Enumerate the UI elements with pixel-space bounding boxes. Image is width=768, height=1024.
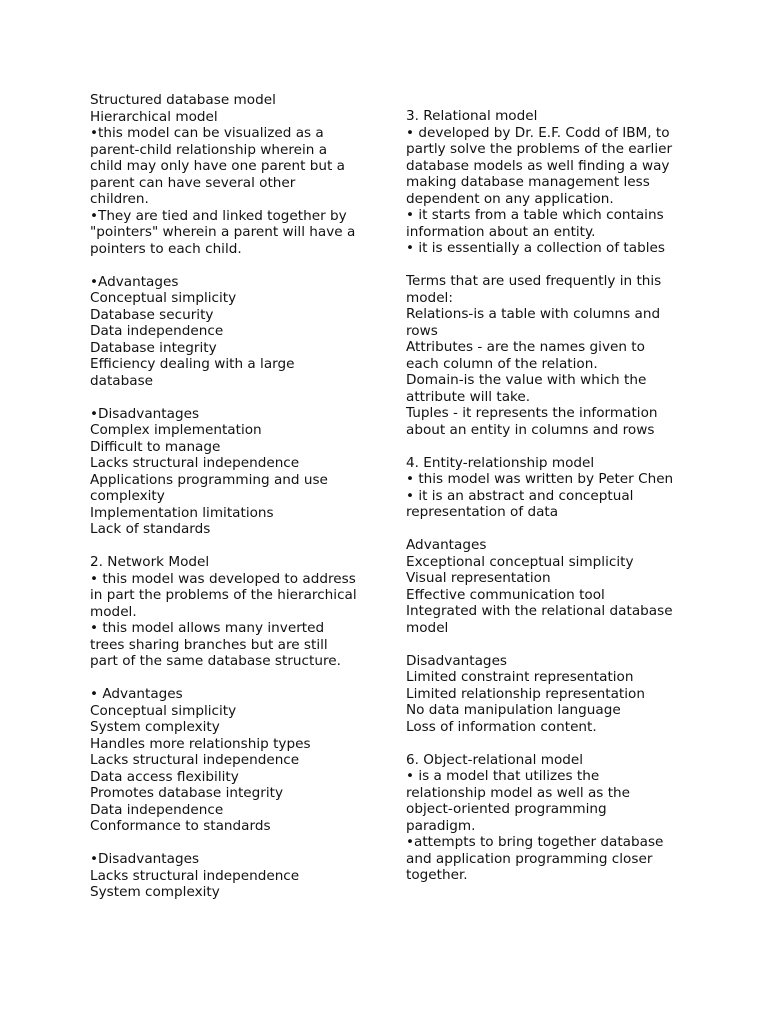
text-line: paradigm. [406,817,476,834]
text-line: parent-child relationship wherein a [90,141,328,158]
list-item: Complex implementation [90,422,262,438]
disadvantages-heading: Disadvantages [406,652,508,669]
list-item: Database security [90,306,214,323]
text-line: Terms that are used frequently in this [406,273,662,289]
section-heading: 6. Object-relational model [406,751,584,768]
text-line: • it is essentially a collection of tables [406,240,665,256]
disadvantages-heading: •Disadvantages [90,405,200,422]
section-object-relational [406,752,696,884]
list-item: No data manipulation language [406,702,621,718]
text-line: parent can have several other [90,174,296,191]
text-line: •this model can be visualized as a [90,125,324,141]
text-line: making database management less [406,174,650,190]
blank-line [90,538,380,555]
text-line: child may only have one parent but a [90,158,346,174]
advantages-heading: •Advantages [90,273,179,290]
list-item: System complexity [90,719,220,735]
list-item: Handles more relationship types [90,735,311,752]
list-item: Lack of standards [90,521,211,537]
text-line: • this model was written by Peter Chen [406,471,674,487]
list-item: Visual representation [406,570,551,586]
text-line: • it starts from a table which contains [406,207,664,223]
text-line: model. [90,603,137,620]
list-item: Promotes database integrity [90,785,284,801]
text-line: part of the same database structure. [90,653,341,669]
text-line: • developed by Dr. E.F. Codd of IBM, to [406,124,670,141]
advantages-heading: Advantages [406,537,487,553]
text-line: each column of the relation. [406,355,598,372]
text-line: in part the problems of the hierarchical [90,587,357,603]
blank-line [90,389,380,406]
text-line: about an entity in columns and rows [406,421,655,438]
blank-line [90,835,380,852]
text-line: representation of data [406,504,559,520]
list-item: Limited constraint representation [406,669,634,685]
list-item: Data access flexibility [90,768,239,785]
text-line: •They are tied and linked together by [90,207,347,224]
text-line: Domain-is the value with which the [406,372,647,388]
section-network [90,554,380,901]
list-item: Data independence [90,323,224,339]
list-item: database [90,372,154,389]
list-item: Lacks structural independence [90,455,300,471]
text-line: relationship model as well as the [406,784,631,801]
text-line: • this model allows many inverted [90,620,325,636]
text-line: children. [90,191,149,207]
list-item: Database integrity [90,339,217,356]
list-item: Conformance to standards [90,818,271,834]
left-column [90,92,380,901]
list-item: Efficiency dealing with a large [90,356,295,372]
list-item: Integrated with the relational database [406,603,673,619]
list-item: Lacks structural independence [90,867,300,884]
list-item: Conceptual simplicity [90,290,237,306]
blank-line [90,670,380,687]
text-line: pointers to each child. [90,240,242,257]
section-heading: Hierarchical model [90,108,218,125]
blank-line [90,257,380,274]
blank-line [406,257,696,274]
text-line: • this model was developed to address [90,570,356,587]
text-line: together. [406,867,468,883]
list-item: Exceptional conceptual simplicity [406,553,634,570]
text-line: model: [406,289,453,306]
blank-line [406,735,696,752]
blank-line [406,438,696,455]
section-heading: 2. Network Model [90,554,210,570]
text-line: trees sharing branches but are still [90,636,328,653]
section-hierarchical [90,109,380,555]
section-heading: 3. Relational model [406,108,538,124]
text-line: • it is an abstract and conceptual [406,487,634,504]
advantages-heading: • Advantages [90,686,183,702]
list-item: Applications programming and use [90,471,328,488]
text-line: database models as well finding a way [406,157,670,174]
list-item: complexity [90,488,165,504]
list-item: Conceptual simplicity [90,702,237,719]
text-line: and application programming closer [406,850,653,867]
text-line: partly solve the problems of the earlier [406,141,673,157]
text-line: Relations-is a table with columns and [406,306,661,322]
text-line: information about an entity. [406,223,596,240]
disadvantages-heading: •Disadvantages [90,851,200,867]
list-item: model [406,619,449,636]
list-item: Lacks structural independence [90,752,300,768]
blank-line [406,636,696,653]
text-line: • is a model that utilizes the [406,768,600,784]
text-line: dependent on any application. [406,190,614,207]
list-item: Implementation limitations [90,504,274,521]
list-item: Data independence [90,801,224,818]
list-item: Difficult to manage [90,438,221,455]
list-item: Limited relationship representation [406,685,645,702]
document-title: Structured database model [90,92,276,108]
blank-line [406,521,696,538]
list-item: System complexity [90,884,220,900]
section-heading: 4. Entity-relationship model [406,454,595,471]
list-item: Loss of information content. [406,718,597,735]
text-line: attribute will take. [406,388,531,405]
list-item: Effective communication tool [406,586,605,603]
section-entity-relationship [406,455,696,752]
section-relational [406,108,696,455]
text-line: Tuples - it represents the information [406,405,658,421]
text-line: •attempts to bring together database [406,834,664,850]
text-line: Attributes - are the names given to [406,339,645,355]
right-column [406,108,696,884]
text-line: rows [406,322,438,339]
text-line: "pointers" wherein a parent will have a [90,224,356,240]
text-line: object-oriented programming [406,801,607,817]
